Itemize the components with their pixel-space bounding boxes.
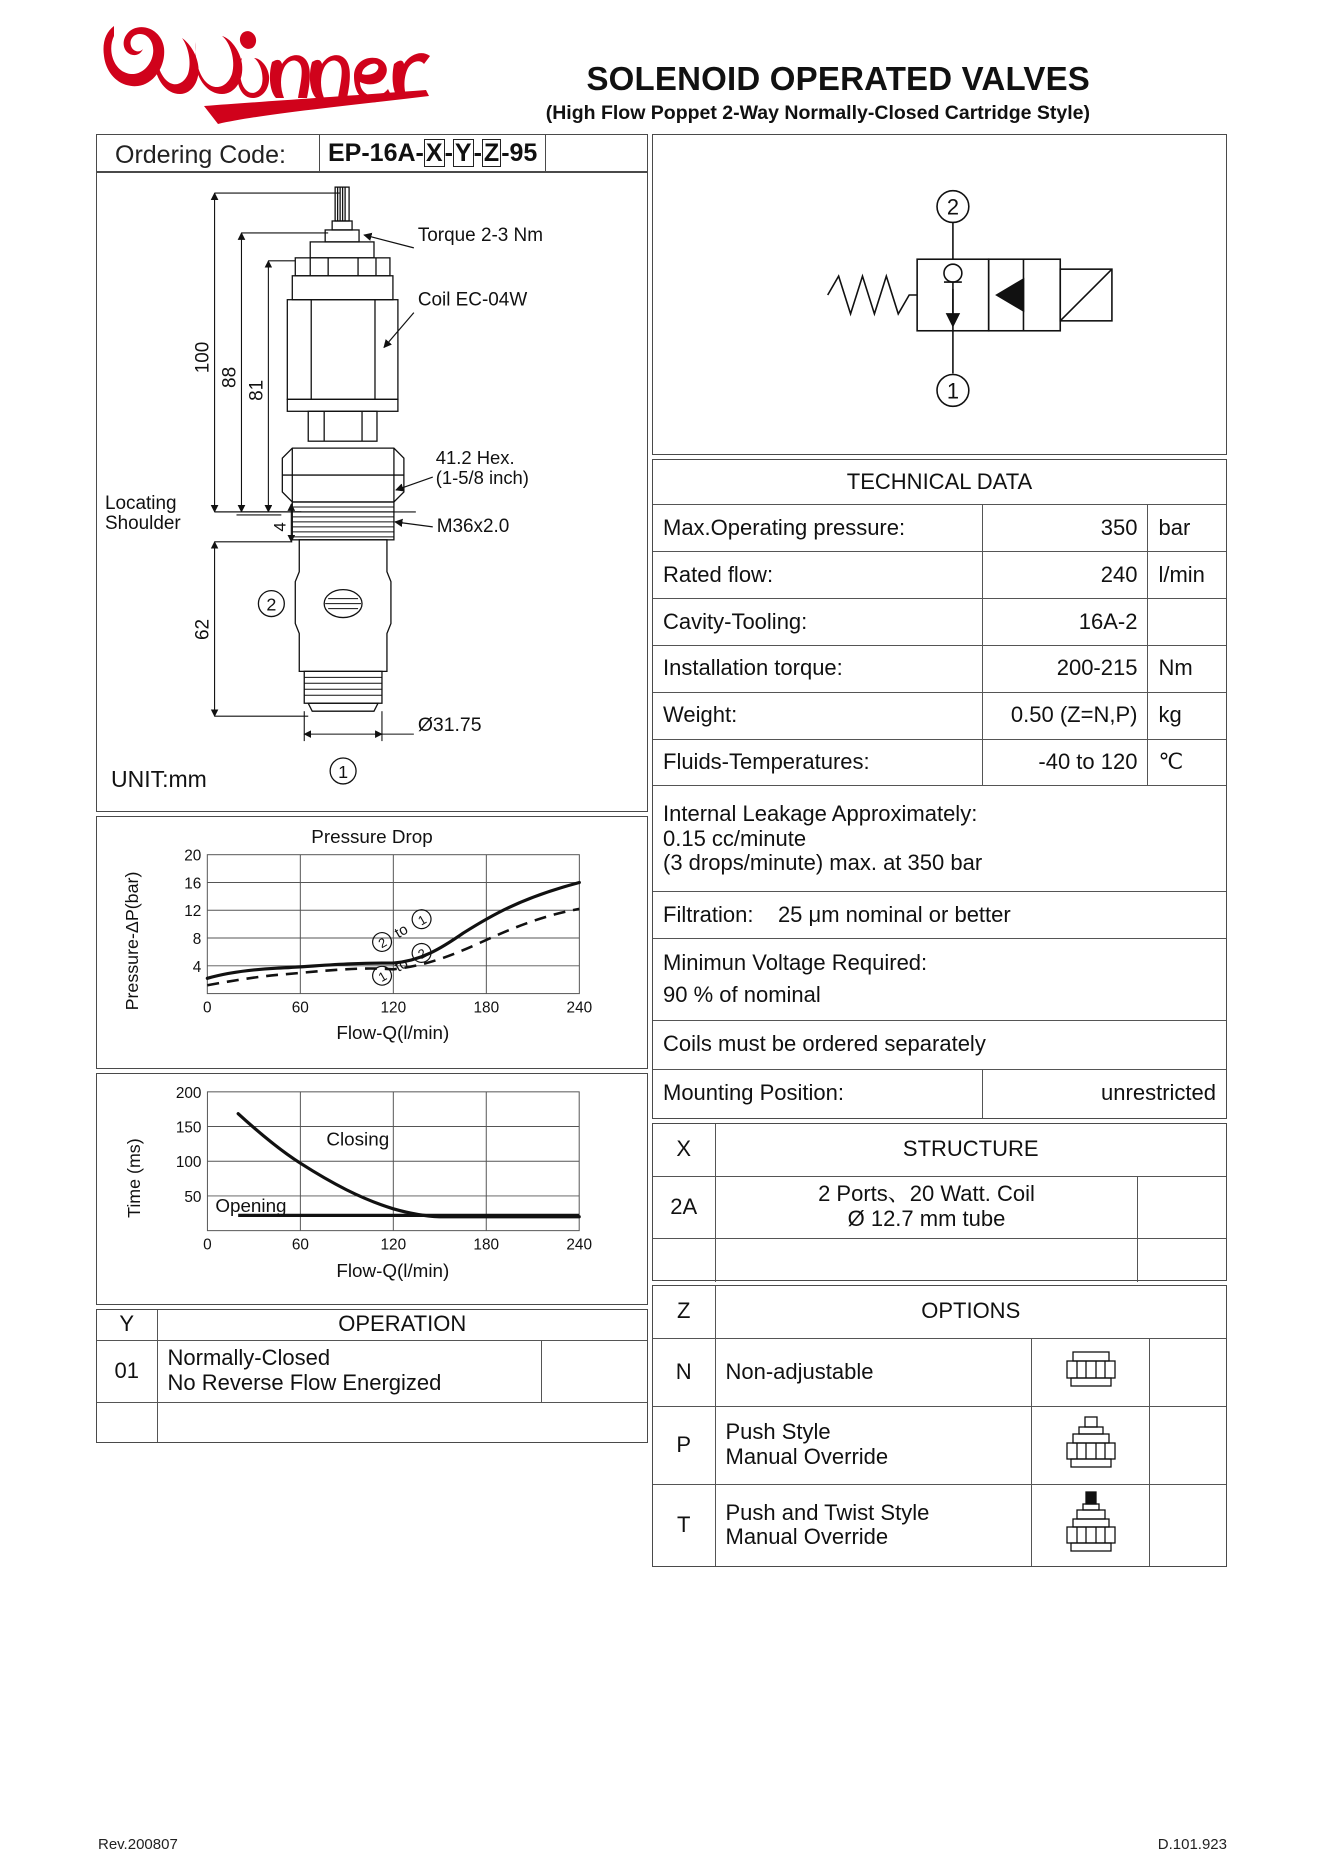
ytick-50: 50 — [184, 1188, 202, 1206]
operation-key-header: Y — [97, 1310, 157, 1340]
spec-label-max-pressure: Max.Operating pressure: — [653, 505, 983, 552]
svg-text:to: to — [392, 955, 412, 976]
svg-text:2: 2 — [415, 945, 429, 963]
svg-text:1: 1 — [415, 911, 429, 929]
options-key-header: Z — [653, 1286, 715, 1338]
page-title: SOLENOID OPERATED VALVES — [586, 60, 1090, 97]
dimension-100: 100 — [192, 341, 214, 374]
options-header-row — [653, 1286, 1226, 1338]
table-row — [653, 552, 1226, 599]
callout-locating-2: Shoulder — [104, 512, 181, 534]
spec-unit-cavity-tooling — [1148, 599, 1226, 646]
table-row — [653, 1020, 1226, 1069]
operation-row-desc-empty — [157, 1402, 647, 1442]
table-row — [97, 1340, 647, 1402]
ordering-code-suffix: -95 — [501, 138, 538, 167]
leakage-line-1: Internal Leakage Approximately: — [663, 800, 978, 826]
spec-label-rated-flow: Rated flow: — [653, 552, 983, 599]
structure-table — [652, 1123, 1227, 1281]
structure-header-row — [653, 1124, 1226, 1176]
xtick-120: 120 — [380, 999, 407, 1017]
table-row — [653, 939, 1226, 1020]
svg-text:to: to — [392, 921, 412, 942]
operation-row-icon-01 — [542, 1340, 647, 1402]
push-style-override-icon — [1032, 1406, 1150, 1484]
footer-document-number: D.101.923 — [1157, 1836, 1227, 1853]
svg-text:1: 1 — [375, 968, 390, 985]
table-row — [653, 1338, 1226, 1406]
options-row-desc-n — [715, 1338, 1032, 1406]
table-row — [653, 1238, 1226, 1282]
annotation-closing: Closing — [326, 1128, 390, 1150]
table-row — [97, 1402, 647, 1442]
structure-desc-line2: Ø 12.7 mm tube — [847, 1206, 1006, 1231]
operation-header-row — [97, 1310, 647, 1340]
structure-row-icon-2a — [1138, 1176, 1226, 1238]
options-desc-n-line1: Non-adjustable — [725, 1358, 874, 1384]
options-row-extra-n — [1150, 1338, 1226, 1406]
annotation-opening: Opening — [215, 1194, 287, 1216]
table-row — [653, 1406, 1226, 1484]
pressure-drop-chart-panel — [96, 816, 648, 1069]
footer-revision: Rev.200807 — [98, 1836, 178, 1853]
pressure-drop-chart — [97, 817, 647, 1068]
ordering-code-bar — [96, 134, 648, 172]
options-row-extra-p — [1150, 1406, 1226, 1484]
ytick-20: 20 — [184, 847, 202, 865]
operation-title: OPERATION — [157, 1310, 647, 1340]
voltage-line-2: 90 % of nominal — [663, 981, 821, 1007]
table-row — [653, 692, 1226, 739]
table-row — [653, 1176, 1226, 1238]
hydraulic-schematic-symbol — [653, 135, 1226, 454]
svg-text:2: 2 — [375, 934, 390, 952]
table-row — [653, 786, 1226, 892]
spec-label-weight: Weight: — [653, 692, 983, 739]
ordering-code-x: X — [425, 138, 443, 167]
xtick-240: 240 — [566, 999, 593, 1017]
xtick-t180: 180 — [473, 1236, 500, 1254]
chart-xlabel-flow: Flow-Q(l/min) — [336, 1022, 450, 1044]
options-row-desc-t — [715, 1484, 1032, 1566]
ytick-16: 16 — [184, 875, 202, 893]
options-row-extra-t — [1150, 1484, 1226, 1566]
spec-value-weight: 0.50 (Z=N,P) — [983, 692, 1148, 739]
table-row — [653, 645, 1226, 692]
ytick-8: 8 — [192, 930, 202, 948]
ordering-code-z: Z — [483, 138, 500, 167]
push-twist-override-icon — [1032, 1484, 1150, 1566]
options-desc-p-line2: Manual Override — [725, 1444, 889, 1469]
spec-unit-fluid-temp: ℃ — [1148, 739, 1226, 786]
options-row-desc-p — [715, 1406, 1032, 1484]
port-label-2: 2 — [266, 594, 277, 615]
xtick-60: 60 — [291, 999, 309, 1017]
operation-table — [96, 1309, 648, 1443]
voltage-line-1: Minimun Voltage Required: — [663, 950, 928, 976]
dimension-4: 4 — [270, 522, 290, 532]
non-adjustable-cap-icon — [1032, 1338, 1150, 1406]
structure-key-header: X — [653, 1124, 715, 1176]
symbol-port-2: 2 — [946, 194, 960, 220]
technical-data-title: TECHNICAL DATA — [653, 460, 1226, 505]
chart-xlabel-flow-2: Flow-Q(l/min) — [336, 1260, 450, 1282]
structure-row-desc-empty — [715, 1238, 1138, 1282]
dimension-62: 62 — [192, 618, 214, 641]
spec-value-rated-flow: 240 — [983, 552, 1148, 599]
filtration-value: 25 μm nominal or better — [777, 901, 1011, 927]
symbol-port-1: 1 — [946, 378, 960, 404]
structure-row-key-empty — [653, 1238, 715, 1282]
xtick-0: 0 — [203, 999, 212, 1017]
callout-hex-2: (1-5/8 inch) — [435, 467, 529, 489]
spec-unit-weight: kg — [1148, 692, 1226, 739]
structure-row-icon-empty — [1138, 1238, 1226, 1282]
options-row-key-t: T — [653, 1484, 715, 1566]
technical-data-header-row — [653, 460, 1226, 505]
operation-row-desc-01 — [157, 1340, 542, 1402]
structure-desc-line1: 2 Ports、20 Watt. Coil — [818, 1181, 1035, 1207]
page-subtitle: (High Flow Poppet 2-Way Normally-Closed Cartridge Style) — [545, 102, 1090, 124]
options-row-key-p: P — [653, 1406, 715, 1484]
options-desc-p-line1: Push Style — [725, 1419, 831, 1445]
valve-drawing-panel — [96, 172, 648, 812]
ordering-code-prefix: EP-16A- — [328, 138, 424, 167]
unit-label: UNIT:mm — [111, 766, 207, 792]
table-row — [653, 1069, 1226, 1118]
spec-coils-note: Coils must be ordered separately — [653, 1020, 1226, 1069]
options-table — [652, 1285, 1227, 1567]
port-label-1: 1 — [338, 761, 349, 782]
ordering-code-y: Y — [454, 138, 472, 167]
options-desc-t-line1: Push and Twist Style — [725, 1499, 930, 1525]
spec-unit-rated-flow: l/min — [1148, 552, 1226, 599]
hydraulic-symbol-panel — [652, 134, 1227, 455]
spec-unit-max-pressure: bar — [1148, 505, 1226, 552]
ytick-4: 4 — [192, 958, 202, 976]
technical-data-table — [652, 459, 1227, 1119]
spec-filtration — [653, 892, 1226, 939]
spec-label-cavity-tooling: Cavity-Tooling: — [653, 599, 983, 646]
spec-min-voltage — [653, 939, 1226, 1020]
callout-torque: Torque 2-3 Nm — [417, 224, 543, 246]
ytick-12: 12 — [184, 903, 202, 921]
structure-row-desc-2a — [715, 1176, 1138, 1238]
callout-thread: M36x2.0 — [436, 515, 510, 537]
leakage-line-2: 0.15 cc/minute — [663, 825, 807, 851]
chart-title-pressure-drop: Pressure Drop — [311, 825, 433, 847]
structure-row-key-2a: 2A — [653, 1176, 715, 1238]
ytick-200: 200 — [175, 1084, 202, 1102]
table-row — [653, 892, 1226, 939]
chart-ylabel-pressure: Pressure-ΔP(bar) — [121, 871, 142, 1011]
dimension-88: 88 — [219, 366, 241, 388]
xtick-t0: 0 — [203, 1236, 212, 1254]
spec-internal-leakage — [653, 786, 1226, 892]
dimension-81: 81 — [246, 379, 268, 401]
chart-ylabel-time: Time (ms) — [124, 1138, 145, 1218]
operation-row-key-empty — [97, 1402, 157, 1442]
xtick-t240: 240 — [566, 1236, 593, 1254]
valve-cross-section-drawing — [97, 173, 647, 811]
callout-coil: Coil EC-04W — [417, 289, 528, 311]
spec-value-fluid-temp: -40 to 120 — [983, 739, 1148, 786]
xtick-t60: 60 — [291, 1236, 309, 1254]
callout-hex-1: 41.2 Hex. — [435, 447, 515, 469]
response-time-chart-panel — [96, 1073, 648, 1305]
operation-row-key-01: 01 — [97, 1340, 157, 1402]
options-row-key-n: N — [653, 1338, 715, 1406]
xtick-t120: 120 — [380, 1236, 407, 1254]
spec-value-install-torque: 200-215 — [983, 645, 1148, 692]
ordering-sep-2: - — [473, 138, 482, 167]
spec-value-cavity-tooling: 16A-2 — [983, 599, 1148, 646]
spec-label-mounting: Mounting Position: — [653, 1069, 983, 1118]
callout-locating-1: Locating — [104, 492, 177, 514]
series-closing — [238, 1114, 579, 1217]
spec-value-mounting: unrestricted — [983, 1069, 1226, 1118]
ytick-100: 100 — [175, 1154, 202, 1172]
ordering-code-label: Ordering Code: — [115, 141, 286, 169]
ytick-150: 150 — [175, 1119, 202, 1137]
options-title: OPTIONS — [715, 1286, 1226, 1338]
xtick-180: 180 — [473, 999, 500, 1017]
operation-desc-line2: No Reverse Flow Energized — [167, 1370, 442, 1395]
spec-value-max-pressure: 350 — [983, 505, 1148, 552]
spec-unit-install-torque: Nm — [1148, 645, 1226, 692]
ordering-sep-1: - — [444, 138, 453, 167]
table-row — [653, 1484, 1226, 1566]
leakage-line-3: (3 drops/minute) max. at 350 bar — [663, 850, 983, 876]
options-desc-t-line2: Manual Override — [725, 1524, 889, 1550]
table-row — [653, 505, 1226, 552]
response-time-chart — [97, 1074, 647, 1304]
callout-diameter: Ø31.75 — [417, 714, 482, 737]
ordering-code-value — [319, 135, 546, 171]
spec-label-fluid-temp: Fluids-Temperatures: — [653, 739, 983, 786]
structure-title: STRUCTURE — [715, 1124, 1226, 1176]
table-row — [653, 739, 1226, 786]
filtration-label: Filtration: — [663, 901, 754, 927]
spec-label-install-torque: Installation torque: — [653, 645, 983, 692]
table-row — [653, 599, 1226, 646]
operation-desc-line1: Normally-Closed — [167, 1345, 331, 1371]
